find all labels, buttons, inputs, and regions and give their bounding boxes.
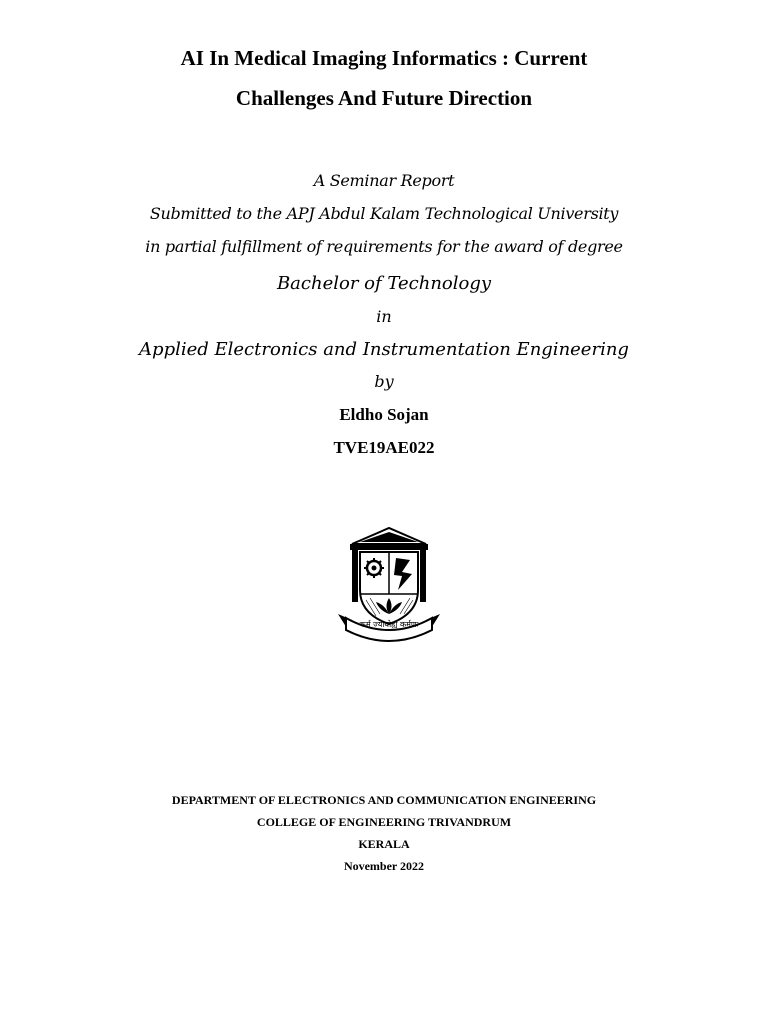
author-name: Eldho Sojan [339, 405, 429, 424]
branch-name: Applied Electronics and Instrumentation Engineering [139, 339, 629, 360]
partial-fulfillment-text: in partial fulfillment of requirements for the award of degree [145, 237, 623, 256]
author-roll-number: TVE19AE022 [333, 438, 435, 457]
by-word: by [374, 372, 394, 391]
department-name: DEPARTMENT OF ELECTRONICS AND COMMUNICATION ENGINEERING [171, 793, 597, 807]
college-name: COLLEGE OF ENGINEERING TRIVANDRUM [256, 815, 512, 829]
degree-in-word: in [376, 307, 392, 326]
report-title-line-1: AI In Medical Imaging Informatics : Current [180, 46, 588, 70]
college-emblem-icon [330, 522, 448, 650]
report-title-line-2: Challenges And Future Direction [235, 86, 533, 110]
submitted-to-university: Submitted to the APJ Abdul Kalam Technological University [149, 204, 619, 223]
degree-name: Bachelor of Technology [276, 273, 492, 294]
state-name: KERALA [358, 837, 410, 851]
seminar-report-label: A Seminar Report [313, 171, 455, 190]
emblem-motto: कर्म ज्यायोह्य कर्मणः [359, 620, 419, 629]
submission-date: November 2022 [343, 859, 425, 873]
